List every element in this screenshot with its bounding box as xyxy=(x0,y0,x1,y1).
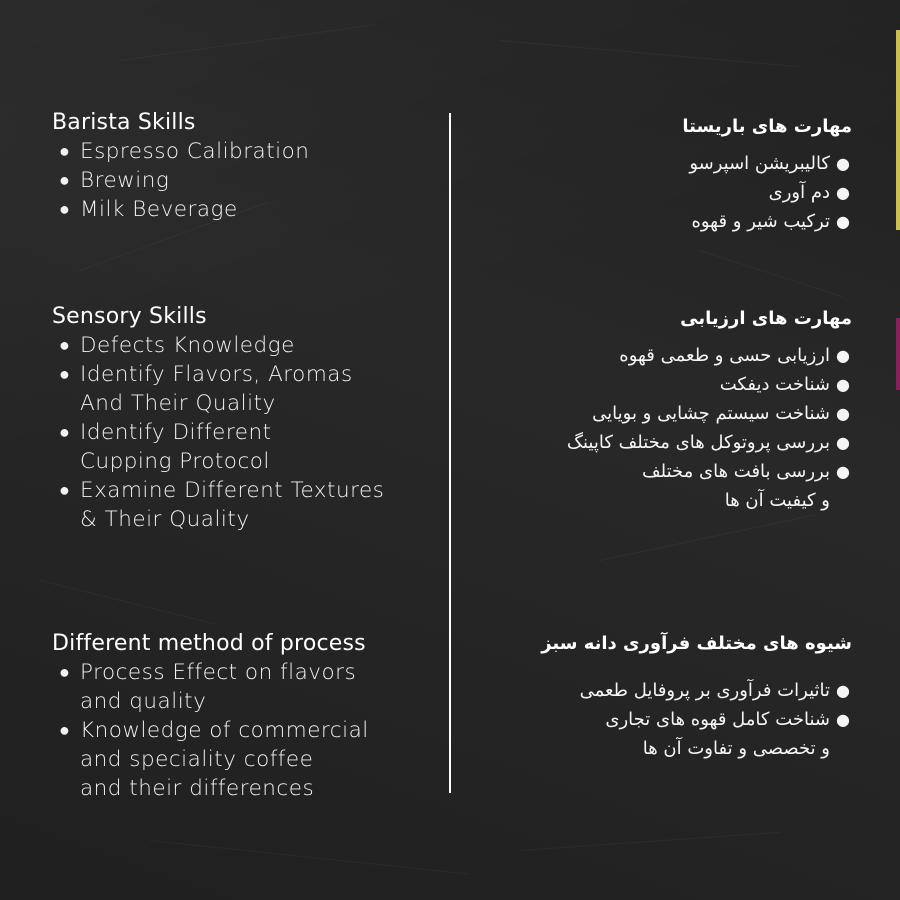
skill-list xyxy=(472,676,852,763)
bullet-icon: ● xyxy=(59,364,71,385)
list-item: ● Milk Beverage xyxy=(59,197,238,222)
accent-strip-top xyxy=(896,30,900,230)
list-item: ● شناخت سیستم چشایی و بویایی xyxy=(472,399,852,428)
bullet-icon: ● xyxy=(59,422,71,443)
skill-list xyxy=(52,658,432,803)
skill-list xyxy=(52,137,432,224)
list-item: ● بررسی پروتوکل های مختلف کاپینگ xyxy=(472,428,852,457)
list-item: ● تاثیرات فرآوری بر پروفایل طعمی xyxy=(472,676,852,705)
section-heading: شیوه های مختلف فرآوری دانه سبز xyxy=(541,633,852,654)
list-item: ● Identify Flavors, Aromas And Their Quality xyxy=(59,362,353,416)
bullet-icon: ● xyxy=(59,480,71,501)
skill-list xyxy=(52,331,432,534)
bullet-icon: ● xyxy=(836,710,850,729)
list-item: ● Process Effect on flavors and quality xyxy=(59,660,357,714)
section-heading: Sensory Skills xyxy=(52,304,207,329)
list-item: ● Defects Knowledge xyxy=(59,333,295,358)
bullet-icon: ● xyxy=(836,183,850,202)
bullet-icon: ● xyxy=(59,199,71,220)
section-sensory-skills-fa xyxy=(472,305,852,515)
section-heading: مهارت های باریستا xyxy=(682,116,852,137)
bullet-icon: ● xyxy=(59,662,71,683)
section-heading: Barista Skills xyxy=(52,110,196,135)
list-item: ● بررسی بافت های مختلف و کیفیت آن ها xyxy=(472,457,852,515)
skill-list xyxy=(472,149,852,236)
bullet-icon: ● xyxy=(59,720,71,741)
list-item: ● Examine Different Textures & Their Quality xyxy=(59,478,385,532)
bullet-icon: ● xyxy=(836,681,850,700)
section-barista-skills-en xyxy=(52,109,432,224)
bullet-icon: ● xyxy=(836,154,850,173)
bullet-icon: ● xyxy=(836,346,850,365)
list-item: ● شناخت دیفکت xyxy=(472,370,852,399)
section-sensory-skills-en xyxy=(52,303,432,534)
section-process-methods-fa xyxy=(472,630,852,763)
section-heading: Different method of process xyxy=(52,631,366,656)
skill-list xyxy=(472,341,852,515)
bullet-icon: ● xyxy=(836,375,850,394)
list-item: ● شناخت کامل قهوه های تجاری و تخصصی و تفاوت آن ها xyxy=(472,705,852,763)
bullet-icon: ● xyxy=(836,212,850,231)
section-barista-skills-fa xyxy=(472,113,852,236)
section-heading: مهارت های ارزیابی xyxy=(680,308,852,329)
persian-column xyxy=(472,0,852,900)
list-item: ● ارزیابی حسی و طعمی قهوه xyxy=(472,341,852,370)
list-item: ● Identify Different Cupping Protocol xyxy=(59,420,272,474)
list-item: ● Brewing xyxy=(59,168,170,193)
section-process-methods-en xyxy=(52,630,432,803)
list-item: ● ترکیب شیر و قهوه xyxy=(472,207,852,236)
center-divider xyxy=(449,113,451,793)
list-item: ● Knowledge of commercial and speciality coffee and their differences xyxy=(59,718,369,801)
bullet-icon: ● xyxy=(836,462,850,481)
bullet-icon: ● xyxy=(836,404,850,423)
bullet-icon: ● xyxy=(59,335,71,356)
bullet-icon: ● xyxy=(59,141,71,162)
bullet-icon: ● xyxy=(836,433,850,452)
list-item: ● کالیبریشن اسپرسو xyxy=(472,149,852,178)
accent-strip-mid xyxy=(896,318,900,390)
english-column xyxy=(52,0,432,900)
bullet-icon: ● xyxy=(59,170,71,191)
list-item: ● Espresso Calibration xyxy=(59,139,310,164)
list-item: ● دم آوری xyxy=(472,178,852,207)
